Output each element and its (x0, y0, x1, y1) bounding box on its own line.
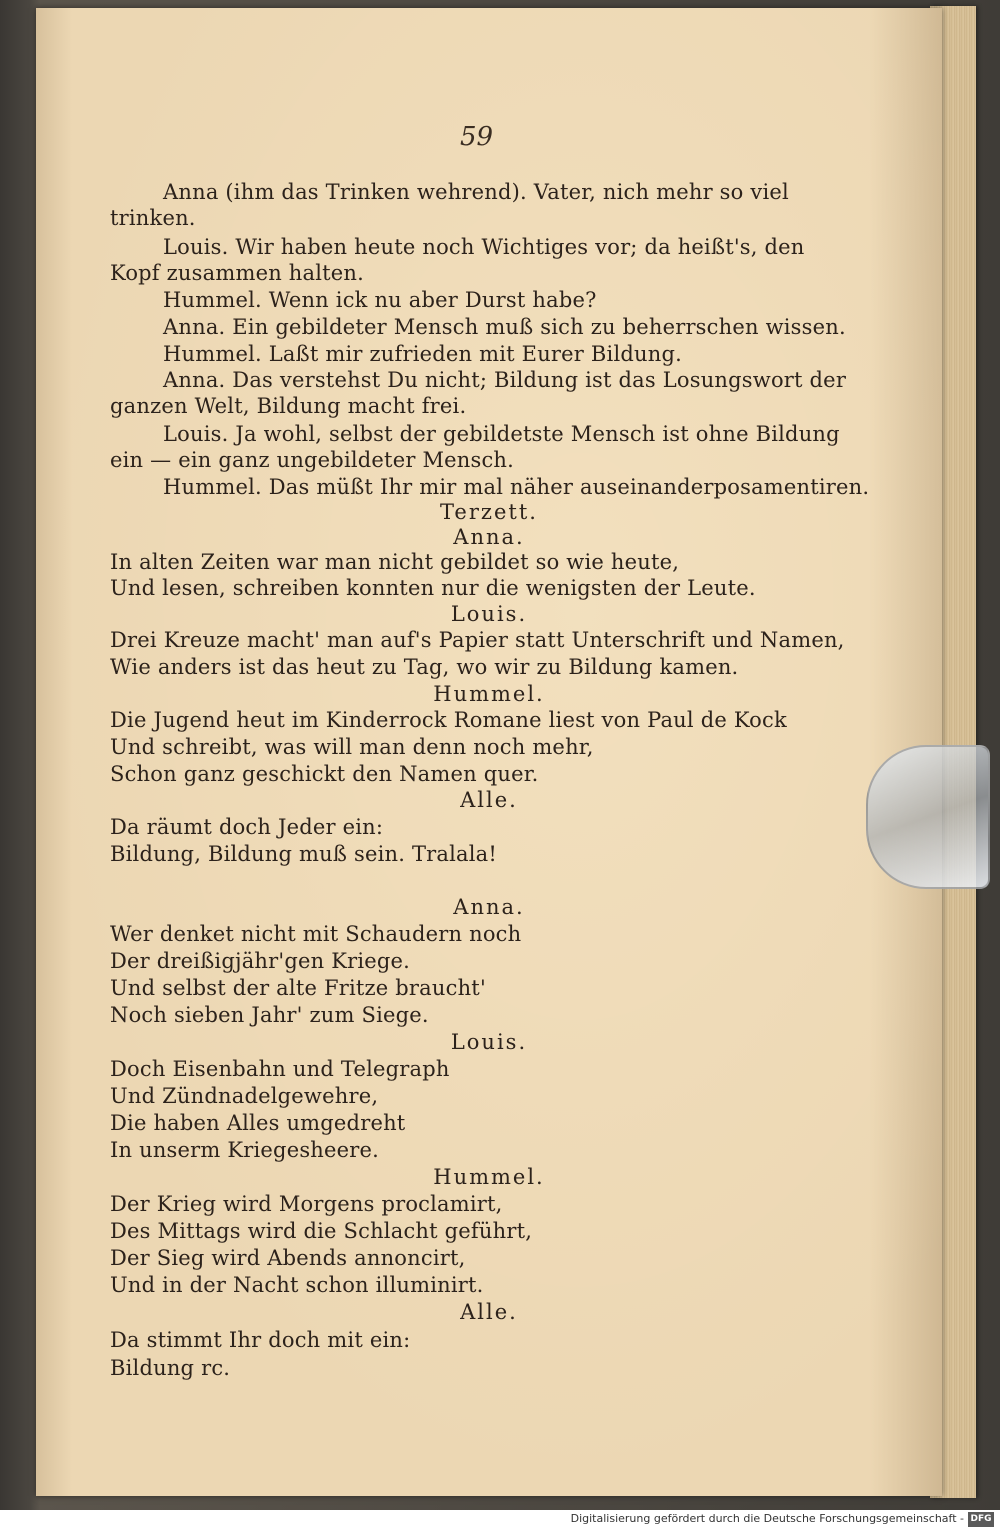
verse-line: Die haben Alles umgedreht (110, 1111, 406, 1135)
text-line: Louis. Wir haben heute noch Wichtiges vor; da heißt's, den (163, 235, 805, 259)
speaker-heading: Anna. (453, 895, 525, 919)
verse-line: Und schreibt, was will man denn noch mehr, (110, 735, 594, 759)
verse-line: Drei Kreuze macht' man auf's Papier statt Unterschrift und Namen, (110, 628, 845, 652)
text-line: trinken. (110, 206, 196, 230)
text-line: Hummel. Laßt mir zufrieden mit Eurer Bildung. (163, 342, 682, 366)
verse-line: Die Jugend heut im Kinderrock Romane liest von Paul de Kock (110, 708, 787, 732)
verse-line: Bildung rc. (110, 1356, 231, 1380)
verse-line: Der Krieg wird Morgens proclamirt, (110, 1192, 503, 1216)
verse-line: Und lesen, schreiben konnten nur die wenigsten der Leute. (110, 576, 756, 600)
text-line: Kopf zusammen halten. (110, 261, 365, 285)
page-clip (866, 745, 990, 889)
verse-line: Bildung, Bildung muß sein. Tralala! (110, 842, 498, 866)
verse-line: Und Zündnadelgewehre, (110, 1084, 379, 1108)
verse-line: Der dreißigjähr'gen Kriege. (110, 949, 411, 973)
speaker-heading: Louis. (450, 602, 528, 626)
speaker-heading: Hummel. (433, 1165, 545, 1189)
speaker-heading: Louis. (450, 1030, 528, 1054)
page-number: 59 (460, 122, 494, 152)
verse-line: Und in der Nacht schon illuminirt. (110, 1273, 484, 1297)
verse-line: Des Mittags wird die Schlacht geführt, (110, 1219, 533, 1243)
speaker-heading: Alle. (460, 788, 518, 812)
verse-line: Und selbst der alte Fritze braucht' (110, 976, 486, 1000)
verse-line: Der Sieg wird Abends annoncirt, (110, 1246, 466, 1270)
verse-line: Wer denket nicht mit Schaudern noch (110, 922, 522, 946)
verse-line: Schon ganz geschickt den Namen quer. (110, 762, 539, 786)
dfg-logo: DFG (968, 1512, 994, 1527)
text-line: Hummel. Wenn ick nu aber Durst habe? (163, 288, 597, 312)
verse-line: Noch sieben Jahr' zum Siege. (110, 1003, 429, 1027)
text-line: ganzen Welt, Bildung macht frei. (110, 394, 467, 418)
text-line: Hummel. Das müßt Ihr mir mal näher auseinanderposamentiren. (163, 475, 870, 499)
text-line: Anna. Ein gebildeter Mensch muß sich zu beherrschen wissen. (163, 315, 846, 339)
verse-line: In alten Zeiten war man nicht gebildet so wie heute, (110, 550, 680, 574)
text-line: Louis. Ja wohl, selbst der gebildetste Mensch ist ohne Bildung (163, 422, 840, 446)
verse-line: Wie anders ist das heut zu Tag, wo wir zu Bildung kamen. (110, 655, 739, 679)
footer-credit: Digitalisierung gefördert durch die Deutsche Forschungsgemeinschaft - (570, 1512, 964, 1525)
speaker-heading: Alle. (460, 1300, 518, 1324)
text-line: ein — ein ganz ungebildeter Mensch. (110, 448, 515, 472)
verse-line: Da stimmt Ihr doch mit ein: (110, 1328, 411, 1352)
text-line: Anna. Das verstehst Du nicht; Bildung ist das Losungswort der (163, 368, 847, 392)
verse-line: Da räumt doch Jeder ein: (110, 815, 384, 839)
footer-bar (0, 1510, 1000, 1530)
text-line: Anna (ihm das Trinken wehrend). Vater, nich mehr so viel (163, 180, 789, 204)
verse-line: In unserm Kriegesheere. (110, 1138, 380, 1162)
section-heading: Terzett. (440, 500, 538, 524)
speaker-heading: Anna. (453, 525, 525, 549)
speaker-heading: Hummel. (433, 682, 545, 706)
verse-line: Doch Eisenbahn und Telegraph (110, 1057, 450, 1081)
